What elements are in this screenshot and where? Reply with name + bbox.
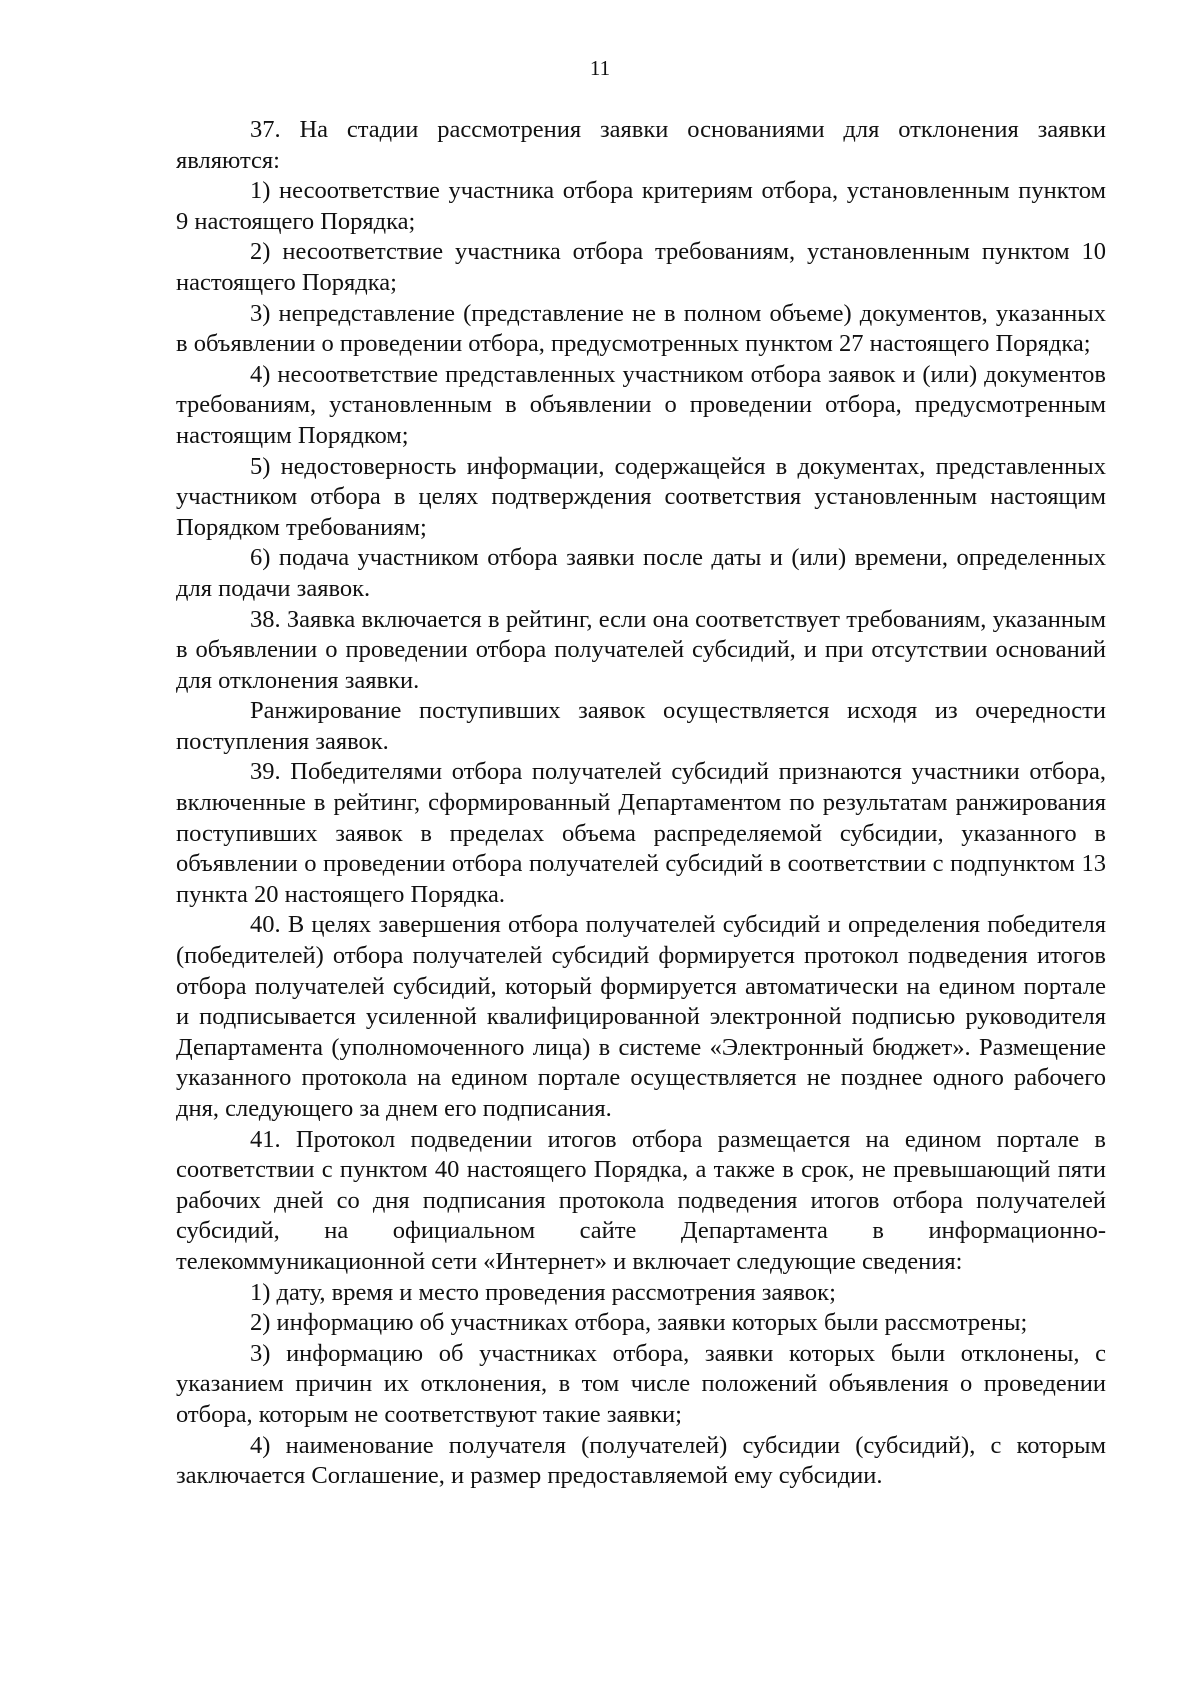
paragraph-37-item-3: 3) непредставление (представление не в полном объеме) документов, указанных в объявлении о проведении отбора, предусмотренных пунктом 27 настоящего Порядка; <box>176 299 1106 358</box>
paragraph-41-item-4: 4) наименование получателя (получателей) субсидии (субсидий), с которым заключается Соглашение, и размер предоставляемой ему субсидии. <box>176 1431 1106 1490</box>
paragraph-40: 40. В целях завершения отбора получателей субсидий и определения победителя (победителей) отбора получателей субсидий формируется протокол подведения итогов отбора получателей субсидий, который формируется автоматически на едином портале и подписывается усиленной квалифицированной электронной подписью руководителя Департамента (уполномоченного лица) в системе «Электронный бюджет». Размещение указанного протокола на едином портале осуществляется не позднее одного рабочего дня, следующего за днем его подписания. <box>176 911 1106 1122</box>
paragraph-37-item-2: 2) несоответствие участника отбора требованиям, установленным пунктом 10 настоящего Порядка; <box>176 238 1106 296</box>
paragraph-37-item-1: 1) несоответствие участника отбора критериям отбора, установленным пунктом 9 настоящего Порядка; <box>176 177 1106 235</box>
paragraph-41-item-2: 2) информацию об участниках отбора, заявки которых были рассмотрены; <box>250 1309 1028 1337</box>
paragraph-37-item-6: 6) подача участником отбора заявки после даты и (или) времени, определенных для подачи заявок. <box>176 544 1106 602</box>
paragraph-41-item-3: 3) информацию об участниках отбора, заявки которых были отклонены, с указанием причин их отклонения, в том числе положений объявления о проведении отбора, которым не соответствуют такие заявки; <box>176 1339 1106 1428</box>
paragraph-37: 37. На стадии рассмотрения заявки основаниями для отклонения заявки являются: <box>176 116 1106 174</box>
paragraph-41-item-1: 1) дату, время и место проведения рассмотрения заявок; <box>250 1278 836 1306</box>
paragraph-39: 39. Победителями отбора получателей субсидий признаются участники отбора, включенные в рейтинг, сформированный Департаментом по результатам ранжирования поступивших заявок в пределах объема распределяемой субсидии, указанного в объявлении о проведении отбора получателей субсидий в соответствии с подпунктом 13 пункта 20 настоящего Порядка. <box>176 758 1106 908</box>
paragraph-41: 41. Протокол подведении итогов отбора размещается на едином портале в соответствии с пунктом 40 настоящего Порядка, а также в срок, не превышающий пяти рабочих дней со дня подписания протокола подведения итогов отбора получателей субсидий, на официальном сайте Департамента в информационно-телекоммуникационной сети «Интернет» и включает следующие сведения: <box>176 1125 1106 1275</box>
paragraph-37-item-5: 5) недостоверность информации, содержащейся в документах, представленных участником отбора в целях подтверждения соответствия установленным настоящим Порядком требованиям; <box>176 452 1106 541</box>
paragraph-38-ranking: Ранжирование поступивших заявок осуществляется исходя из очередности поступления заявок. <box>176 697 1106 755</box>
page-number: 11 <box>589 56 611 80</box>
paragraph-38: 38. Заявка включается в рейтинг, если она соответствует требованиям, указанным в объявлении о проведении отбора получателей субсидий, и при отсутствии оснований для отклонения заявки. <box>176 605 1106 694</box>
document-body <box>176 115 1106 1492</box>
paragraph-37-item-4: 4) несоответствие представленных участником отбора заявок и (или) документов требованиям, установленным в объявлении о проведении отбора, предусмотренным настоящим Порядком; <box>176 360 1106 449</box>
